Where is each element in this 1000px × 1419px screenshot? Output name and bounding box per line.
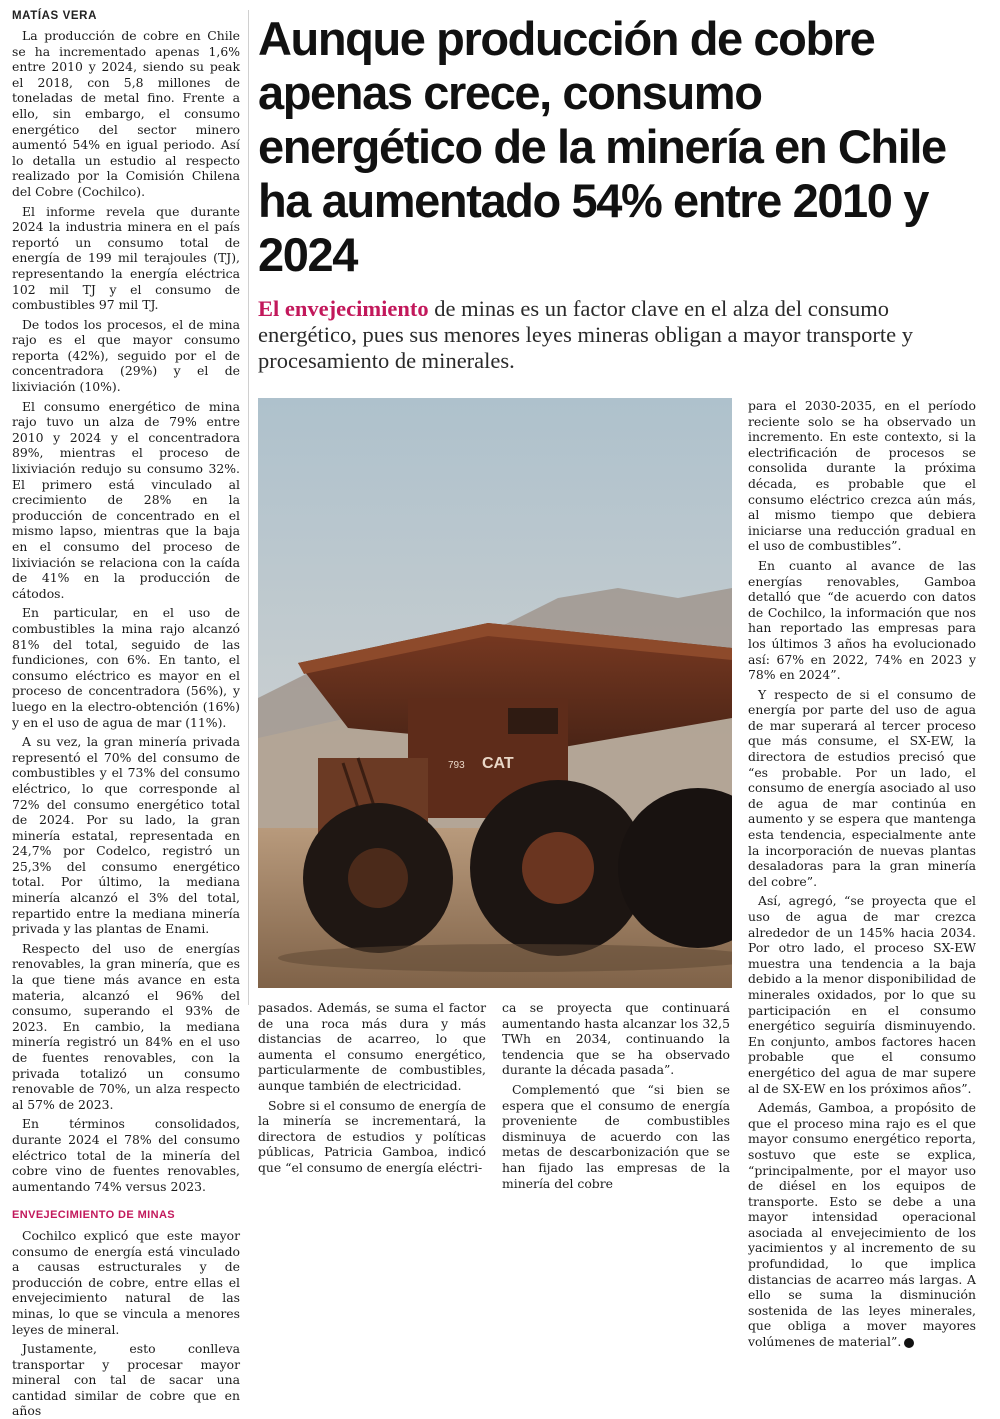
body-paragraph (748, 1100, 976, 1350)
article-headline: Aunque producción de cobre apenas crece, consumo energético de la minería en Chile ha aumentado 54% entre 2010 y 2024 (258, 12, 946, 281)
article-column-4 (748, 398, 976, 1350)
body-paragraph: A su vez, la gran minería privada representó el 70% del consumo de combustibles y el 73% del consumo eléctrico, lo que corresponde al 72% del consumo energético total de 2024. Por su lado, la gran minería estatal, representada en 24,7% por Codelco, registró un 25,3% del consumo energético total. Por último, la mediana minería alcanzó el 3% del total, repartido entre la mediana minería privada y las plantas de Enami. (12, 734, 240, 937)
article-column-3 (502, 1000, 730, 1191)
front-wheel-hub (348, 848, 408, 908)
body-paragraph: Cochilco explicó que este mayor consumo de energía está vinculado a causas estructurales y de producción de cobre, entre ellas el envejecimiento natural de las minas, lo que se vincula a menores leyes de mineral. (12, 1227, 240, 1337)
body-paragraph: Respecto del uso de energías renovables, la gran minería, que es la que tiene más avance en esta materia, alcanzó el 96% del consumo, superando el 93% de 2023. En cambio, la mediana minería registró un 84% en el uso de fuentes renovables, con la privada totalizó un consumo renovable de 70%, un alza respecto al 57% de 2023. (12, 940, 240, 1112)
body-paragraph: En términos consolidados, durante 2024 el 78% del consumo eléctrico total de la minería del cobre vino de fuentes renovables, aumentando 74% versus 2023. (12, 1116, 240, 1194)
article-column-2 (258, 1000, 486, 1176)
truck-unit-label: 793 (448, 760, 465, 771)
body-paragraph: Sobre si el consumo de energía de la minería se incrementará, la directora de estudios y políticas públicas, Patricia Gamboa, indicó que “el consumo de energía eléctri- (258, 1097, 486, 1175)
body-paragraph: Justamente, esto conlleva transportar y procesar mayor mineral con tal de sacar una cantidad similar de cobre que en años (12, 1341, 240, 1419)
body-paragraph: pasados. Además, se suma el factor de una roca más dura y más distancias de acarreo, lo que aumenta el consumo energético, particularmente de combustibles, aunque también de electricidad. (258, 1000, 486, 1093)
body-paragraph: De todos los procesos, el de mina rajo es el que mayor consumo reporta (42%), seguido por el de concentradora (29%) y el de lixiviación (10%). (12, 316, 240, 395)
body-paragraph: El consumo energético de mina rajo tuvo un alza de 79% entre 2010 y 2024 y el concentradora 89%, mientras el proceso de lixiviación redujo su consumo 32%. El primero está vinculado al crecimiento de 28% en la producción de concentrado en el mismo lapso, mientras que la baja en el consumo del proceso de lixiviación se relaciona con la caída de 41% en la producción de cátodos. (12, 398, 240, 601)
body-paragraph: ca se proyecta que continuará aumentando hasta alcanzar los 32,5 TWh en 2034, continuando la tendencia que se ha observado durante la década pasada”. (502, 1000, 730, 1078)
lead-highlight: El envejecimiento (258, 296, 429, 321)
end-of-article-icon: P (904, 1338, 914, 1348)
final-paragraph-text: Además, Gamboa, a propósito de que el proceso mina rajo es el que mayor consumo energético reporta, sostuvo que este se explica, “principalmente, por el mayor uso de diésel en los equipos de transporte. Esto se debe a una mayor intensidad operacional asociada al envejecimiento de los yacimientos y al incremento de su profundidad, lo que implica distancias de acarreo más largas. A ello se suma la disminución sostenida de las leyes minerales, que obliga a mover mayores volúmenes de material”. (748, 1100, 976, 1350)
column-divider (248, 10, 249, 1005)
section-subhead: ENVEJECIMIENTO DE MINAS (12, 1209, 176, 1222)
mining-truck-illustration (258, 398, 732, 988)
mining-truck-photo (258, 398, 732, 988)
author-byline: MATÍAS VERA (12, 10, 97, 22)
body-paragraph: El informe revela que durante 2024 la industria minera en el país reportó un consumo total de energía de 199 mil terajoules (TJ), representando la energía eléctrica 102 mil TJ y el consumo de combustibles 97 mil TJ. (12, 203, 240, 313)
body-paragraph: Complementó que “si bien se espera que el consumo de energía proveniente de combustibles disminuya de acuerdo con las metas de descarbonización que se han fijado las empresas de la minería del cobre (502, 1081, 730, 1191)
body-paragraph: En cuanto al avance de las energías renovables, Gamboa detalló que “de acuerdo con datos de Cochilco, la información que nos han reportado las empresas para los últimos 3 años ha evolucionado así: 67% en 2022, 74% en 2023 y 78% en 2024”. (748, 557, 976, 683)
article-column-1 (12, 28, 240, 1419)
cab-window (508, 708, 558, 734)
lead-text: de minas es un factor clave en el alza del consumo energético, pues sus menores leyes mineras obligan a mayor transporte y procesamiento de minerales. (258, 296, 914, 373)
truck-brand-label: CAT (482, 755, 514, 772)
body-paragraph: para el 2030-2035, en el período reciente solo se ha observado un incremento. En este contexto, si la electrificación de procesos se consolida durante la próxima década, es probable que el consumo eléctrico crezca aún más, al mismo tiempo que debiera iniciarse una reducción gradual en el uso de combustibles”. (748, 398, 976, 554)
body-paragraph: Y respecto de si el consumo de energía por parte del uso de agua de mar superará al tercer proceso que más consume, el SX-EW, la directora de estudios precisó que “es probable. Por un lado, el consumo de energía asociado al uso de agua de mar continúa en aumento y se espera que mantenga esta tendencia, especialmente ante la incorporación de nuevas plantas desaladoras para la gran minería del cobre”. (748, 686, 976, 889)
body-paragraph: Así, agregó, “se proyecta que el uso de agua de mar crezca alrededor de un 145% hacia 2034. Por otro lado, el proceso SX-EW muestra una tendencia a la baja debido a la menor disponibilidad de minerales oxidados, por lo que su participación en el consumo energético seguiría disminuyendo. En conjunto, ambos factores hacen probable que el consumo energético del agua de mar supere al de SX-EW en los próximos años”. (748, 893, 976, 1096)
body-paragraph: La producción de cobre en Chile se ha incrementado apenas 1,6% entre 2010 y 2024, siendo su peak el 2018, con 5,8 millones de toneladas de metal fino. Frente a ello, sin embargo, el consumo energético del sector minero aumentó 54% en igual periodo. Así lo detalla un estudio al respecto realizado por la Comisión Chilena del Cobre (Cochilco). (12, 28, 240, 199)
rear-wheel-hub (522, 832, 594, 904)
body-paragraph: En particular, en el uso de combustibles la mina rajo alcanzó 81% del total, seguido de las fundiciones, con 6%. En tanto, el consumo eléctrico es mayor en el proceso de concentradora (56%), y luego en la electro-obtención (16%) y en el uso de agua de mar (11%). (12, 605, 240, 730)
article-lead (258, 296, 986, 374)
